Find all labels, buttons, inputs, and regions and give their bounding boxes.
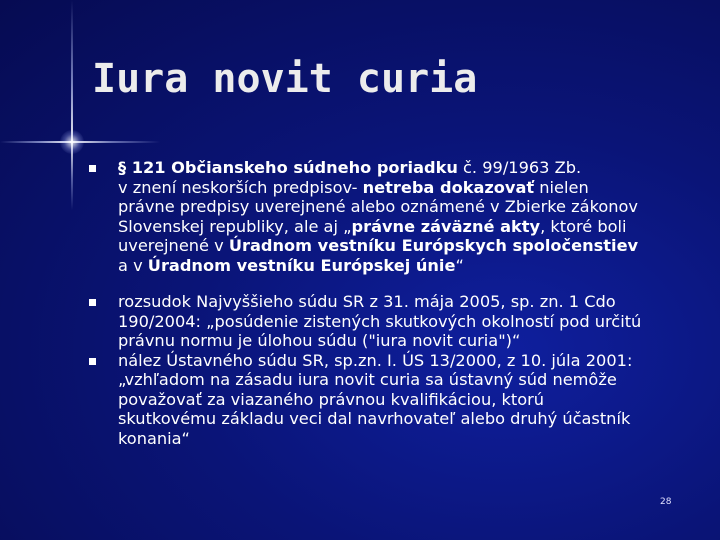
text-line <box>118 292 690 312</box>
text-line <box>118 370 690 390</box>
text-line <box>118 217 690 237</box>
bold-text-run: netreba dokazovať <box>362 177 535 197</box>
text-run: 190/2004: „posúdenie zistených skutkových okolností pod určitú <box>118 311 642 331</box>
text-line <box>118 429 690 449</box>
text-run: právnu normu je úlohou súdu ("iura novit curia")“ <box>118 331 521 350</box>
text-run: nález Ústavného súdu SR, sp.zn. I. ÚS 13/2000, z 10. júla 2001: <box>118 350 633 370</box>
bullet-item <box>86 292 690 351</box>
text-run: skutkovému základu veci dal navrhovateľ alebo druhý účastník <box>118 409 631 428</box>
square-bullet-icon <box>89 165 96 172</box>
bullet-item <box>86 158 690 275</box>
text-run: , ktoré boli <box>540 216 627 236</box>
text-line <box>118 351 690 371</box>
text-run: Slovenskej republiky, ale aj „ <box>118 216 352 236</box>
text-line <box>118 331 690 351</box>
slide-number: 28 <box>660 497 672 507</box>
bullet-list <box>86 158 690 448</box>
text-line <box>118 178 690 198</box>
text-run: v znení neskorších predpisov- <box>118 177 363 197</box>
bullet-text <box>118 351 690 449</box>
light-flare-vertical <box>71 0 73 210</box>
text-run: považovať za viazaného právnou kvalifikáciou, ktorú <box>118 389 545 409</box>
text-line <box>118 197 690 217</box>
text-run: konania“ <box>118 428 190 448</box>
text-run: právne predpisy uverejnené alebo oznámené v Zbierke zákonov <box>118 197 639 216</box>
text-line <box>118 256 690 276</box>
bullet-item <box>86 351 690 449</box>
bold-text-run: Úradnom vestníku Európskej únie <box>147 255 456 275</box>
text-run: č. 99/1963 Zb. <box>457 158 582 177</box>
bold-text-run: právne záväzné akty <box>351 216 541 236</box>
text-run: a v <box>118 255 148 275</box>
text-line <box>118 236 690 256</box>
slide-title: Iura novit curia <box>92 56 478 102</box>
text-line <box>118 312 690 332</box>
bold-text-run: Úradnom vestníku Európskych spoločenstiev <box>228 236 639 255</box>
text-line <box>118 390 690 410</box>
bullet-text <box>118 292 690 351</box>
bullet-text <box>118 158 690 275</box>
text-run: nielen <box>534 177 589 197</box>
text-run: „vzhľadom na zásadu iura novit curia sa ústavný súd nemôže <box>118 370 617 389</box>
text-run: rozsudok Najvyššieho súdu SR z 31. mája 2005, sp. zn. 1 Cdo <box>118 292 616 311</box>
bold-text-run: § 121 Občianskeho súdneho poriadku <box>118 158 458 177</box>
text-run: “ <box>455 255 464 275</box>
text-line <box>118 409 690 429</box>
square-bullet-icon <box>89 358 96 365</box>
light-flare-glow <box>60 130 84 154</box>
text-run: uverejnené v <box>118 236 229 255</box>
square-bullet-icon <box>89 299 96 306</box>
text-line <box>118 158 690 178</box>
